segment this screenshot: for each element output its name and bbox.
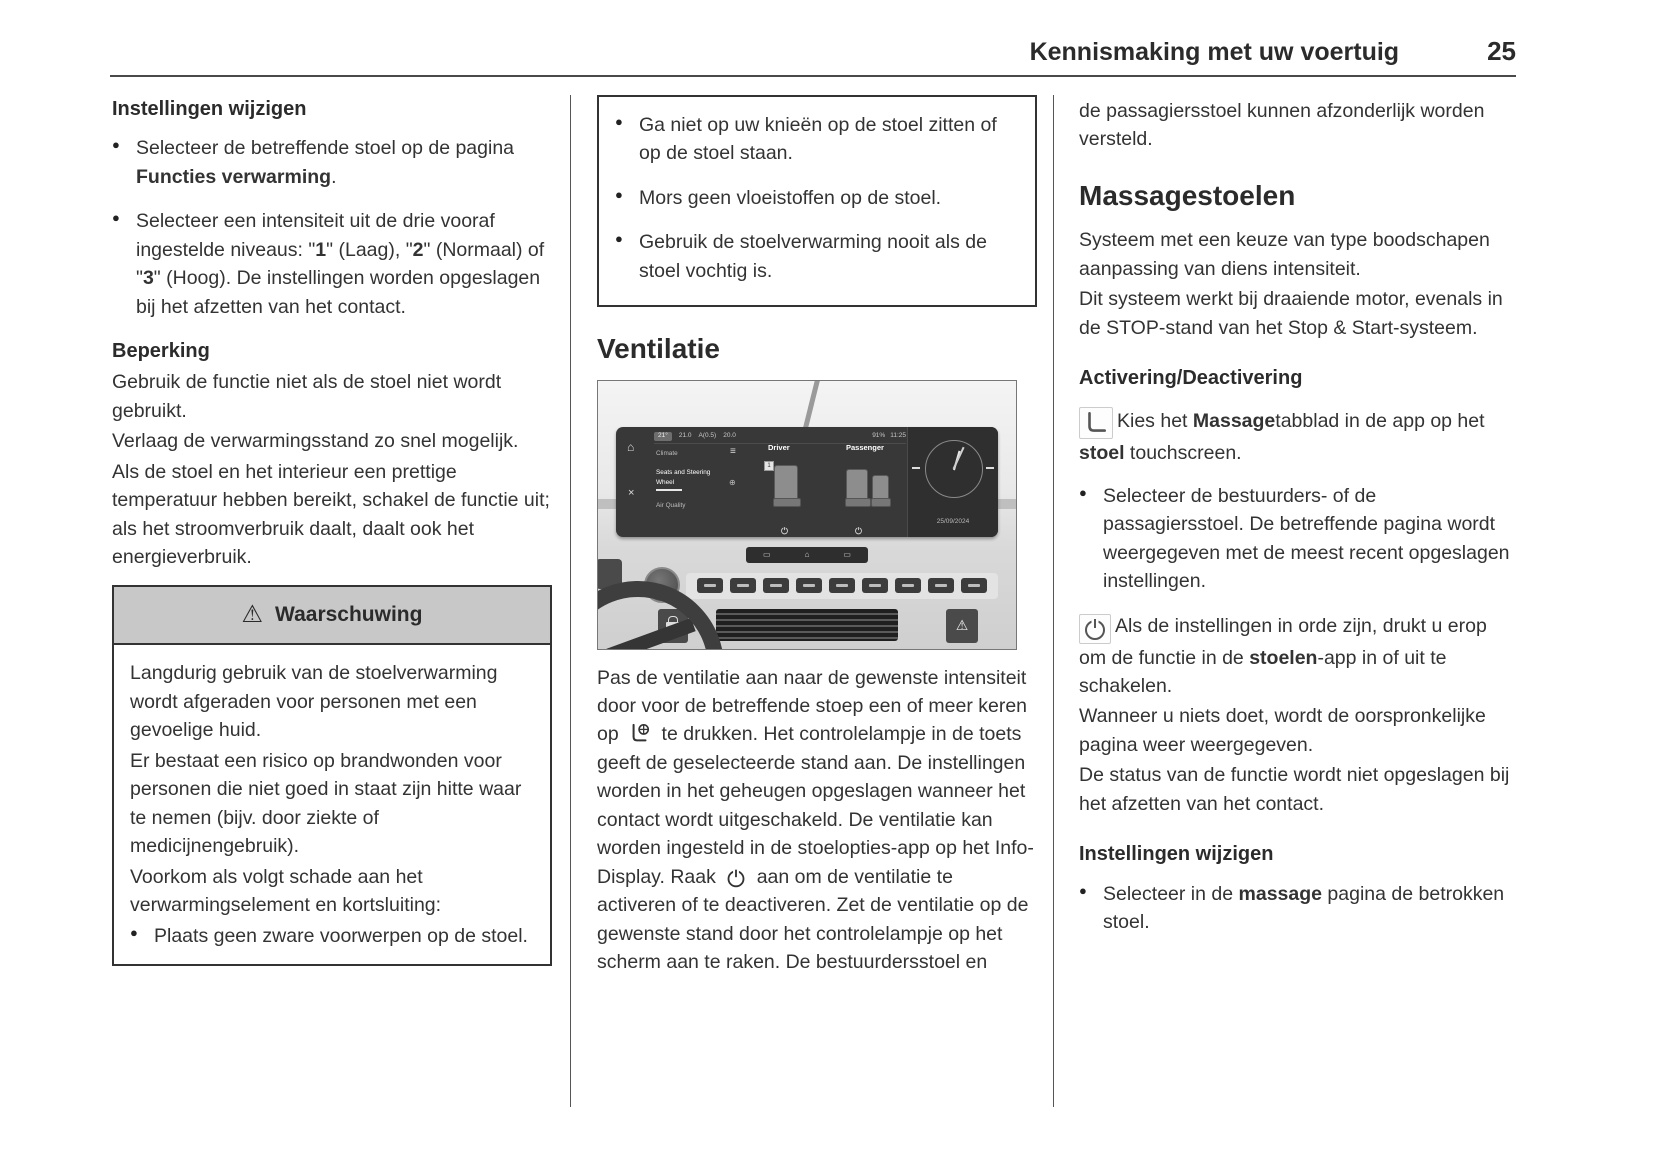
- status-time: 11:25: [890, 432, 906, 440]
- text-runs: Kies het Massagetabblad in de app op het stoel touchscreen.: [1079, 410, 1485, 465]
- vent-icon: ▭: [843, 549, 851, 559]
- text-run: te drukken. Het controlelampje in de toets geeft de geselecteerde stand aan. De instellingen worden in het geheugen opgeslagen wanneer het contact wordt uitgeschakeld. De ventilatie kan worden ingesteld in de stoelopties-app op het Info-Display. Raak: [597, 723, 1034, 888]
- warning-title: Waarschuwing: [275, 603, 423, 627]
- cluster-tick: [986, 467, 994, 469]
- warning-body: [114, 645, 550, 964]
- home-button-icon: ⌂: [804, 549, 810, 559]
- seat-cushion: [871, 498, 891, 507]
- instrument-cluster: [907, 427, 998, 537]
- paragraph: Als de stoel en het interieur een prettige temperatuur hebben bereikt, schakel de functie uit; als het stroomverbruik daalt, daalt ook het energieverbruik.: [112, 460, 550, 568]
- limitation-heading: Beperking: [112, 340, 210, 362]
- paragraph: Gebruik de functie niet als de stoel niet wordt gebruikt.: [112, 371, 502, 422]
- warning-box: [112, 585, 552, 966]
- settings-heading: Instellingen wijzigen: [112, 98, 307, 120]
- paragraph: Wanneer u niets doet, wordt de oorspronkelijke pagina weer weergegeven.: [1079, 705, 1486, 756]
- power-icon: [726, 868, 746, 888]
- dashboard-illustration: [597, 380, 1017, 650]
- selected-underline: [656, 489, 682, 491]
- fan-button: [829, 578, 855, 593]
- paragraph: Dit systeem werkt bij draaiende motor, evenals in de STOP-stand van het Stop & Start-systeem.: [1079, 288, 1503, 339]
- power-icon-keycap: [1079, 614, 1111, 644]
- screen-left-rail: [616, 427, 652, 537]
- status-left-temp: 21.0: [678, 432, 692, 440]
- hazard-button: ⚠: [946, 609, 978, 643]
- seat-cushion: [773, 498, 801, 507]
- page-header: [110, 0, 1516, 77]
- cluster-date: 25/09/2024: [936, 518, 970, 526]
- vent-icon: ▭: [763, 549, 771, 559]
- seat-adjust-icon: ⊕: [729, 477, 736, 487]
- seat-ventilation-icon: [629, 723, 651, 745]
- list-item: ● Selecteer de bestuurders- of de passagiersstoel. De betreffende pagina wordt weergegeven met de meest recent opgeslagen instellingen.: [1079, 482, 1517, 596]
- warning-header: [114, 587, 550, 645]
- page-number: 25: [1487, 36, 1516, 66]
- paragraph: Er bestaat een risico op brandwonden voor personen die niet goed in staat zijn hitte waar te nemen (bijv. door ziekte of medicijnengebruik).: [130, 749, 522, 858]
- air-vent-grille: [716, 609, 898, 641]
- massage-heading: Massagestoelen: [1079, 179, 1296, 211]
- list-item: ● Selecteer een intensiteit uit de drie vooraf ingestelde niveaus: "1" (Laag), "2" (Normaal) of "3" (Hoog). De instellingen worden opgeslagen bij het afzetten van het contact.: [112, 207, 552, 321]
- list-item: ● Mors geen vloeistoffen op de stoel.: [615, 184, 1019, 212]
- text-run: Pas de ventilatie aan naar de gewenste intensiteit door voor de betreffende stoep een of meer keren op: [597, 666, 1028, 746]
- warning-continuation-box: [597, 95, 1037, 307]
- driver-seat-image: [774, 465, 798, 501]
- chapter-title: Kennismaking met uw voertuig: [1029, 38, 1400, 66]
- column-2: [597, 95, 1037, 979]
- text-runs: Als de instellingen in orde zijn, drukt u erop om de functie in de stoelen-app in of uit te schakelen.: [1079, 614, 1487, 697]
- paragraph: Verlaag de verwarmingsstand zo snel mogelijk.: [112, 430, 519, 453]
- paragraph: Voorkom als volgt schade aan het verwarmingselement en kortsluiting:: [130, 865, 442, 917]
- list-item: ● Selecteer in de massage pagina de betrokken stoel.: [1079, 880, 1517, 937]
- sidebar-item-label: Seats and Steering Wheel: [656, 469, 711, 486]
- sidebar-item-air-quality: Air Quality: [656, 502, 686, 510]
- passenger-seat-image: [846, 469, 868, 501]
- warning-triangle-icon: ⚠: [241, 601, 264, 629]
- auto-button: [730, 578, 756, 593]
- list-item: ● Selecteer de betreffende stoel op de pagina Functies verwarming.: [112, 134, 552, 191]
- settings-heading-2: Instellingen wijzigen: [1079, 843, 1274, 866]
- car-status-chip: [654, 432, 672, 441]
- screen-status-bar: [654, 430, 906, 444]
- passenger-seat-image-small: [872, 475, 889, 501]
- analog-clock: [925, 440, 983, 498]
- screen-main-area: [728, 443, 906, 537]
- menu-icon: ≡: [730, 445, 736, 457]
- cluster-tick: [912, 467, 920, 469]
- paragraph: Systeem met een keuze van type boodschapen aanpassing van diens intensiteit.: [1079, 229, 1490, 280]
- status-temp: 21°: [658, 432, 668, 440]
- driver-power-icon: [780, 526, 789, 535]
- passenger-label: Passenger: [846, 442, 884, 452]
- column-divider-1: [570, 95, 571, 1107]
- paragraph: De status van de functie wordt niet opgeslagen bij het afzetten van het contact.: [1079, 764, 1510, 815]
- wiper-button: [961, 578, 987, 593]
- sidebar-item-seats: [656, 468, 726, 491]
- list-item: ● Plaats geen zware voorwerpen op de stoel.: [130, 922, 534, 950]
- center-console-vents: [746, 547, 868, 563]
- rear-defrost-button: [928, 578, 954, 593]
- settings-bullet-list: [112, 134, 552, 321]
- passenger-power-icon: [854, 526, 863, 535]
- seat-cushion: [845, 498, 871, 507]
- power-paragraph: [1079, 612, 1517, 701]
- sidebar-item-climate: Climate: [656, 449, 678, 457]
- recirc-button: [895, 578, 921, 593]
- paragraph: Langdurig gebruik van de stoelverwarming wordt afgeraden voor personen met een gevoelige huid.: [130, 662, 498, 742]
- temp-down-button: [796, 578, 822, 593]
- touchscreen: [616, 427, 998, 537]
- intro-paragraph: de passagiersstoel kunnen afzonderlijk worden versteld.: [1079, 100, 1485, 151]
- driver-label: Driver: [768, 442, 790, 452]
- ventilation-paragraph: [597, 664, 1037, 977]
- climate-button: [697, 578, 723, 593]
- status-battery: 91%: [872, 432, 886, 440]
- column-3: [1079, 95, 1517, 952]
- temp-up-button: [862, 578, 888, 593]
- text-run: aan om de ventilatie te activeren of te deactiveren. Zet de ventilatie op de gewenste stand door het controlelampje op het scherm aan te raken. De bestuurdersstoel en: [597, 865, 1029, 974]
- home-icon: ⌂: [627, 439, 635, 454]
- close-icon: ×: [628, 486, 635, 499]
- defrost-button: [763, 578, 789, 593]
- level-badge: 1: [764, 461, 774, 471]
- power-icon: [1083, 617, 1107, 641]
- seat-icon: [1083, 410, 1109, 436]
- status-right-temp: 20.0: [723, 432, 736, 440]
- column-divider-2: [1053, 95, 1054, 1107]
- activation-heading: Activering/Deactivering: [1079, 367, 1303, 389]
- list-item: ● Ga niet op uw knieën op de stoel zitten of op de stoel staan.: [615, 111, 1019, 168]
- ventilation-heading: Ventilatie: [597, 333, 720, 365]
- massage-tab-paragraph: [1079, 407, 1517, 467]
- screen-sidebar: [656, 449, 726, 521]
- list-item: ● Gebruik de stoelverwarming nooit als de stoel vochtig is.: [615, 228, 1019, 285]
- seat-icon-keycap: [1079, 407, 1113, 439]
- status-fan: A(0.5): [698, 432, 717, 440]
- column-1: [112, 95, 552, 966]
- climate-button-row: [686, 573, 998, 599]
